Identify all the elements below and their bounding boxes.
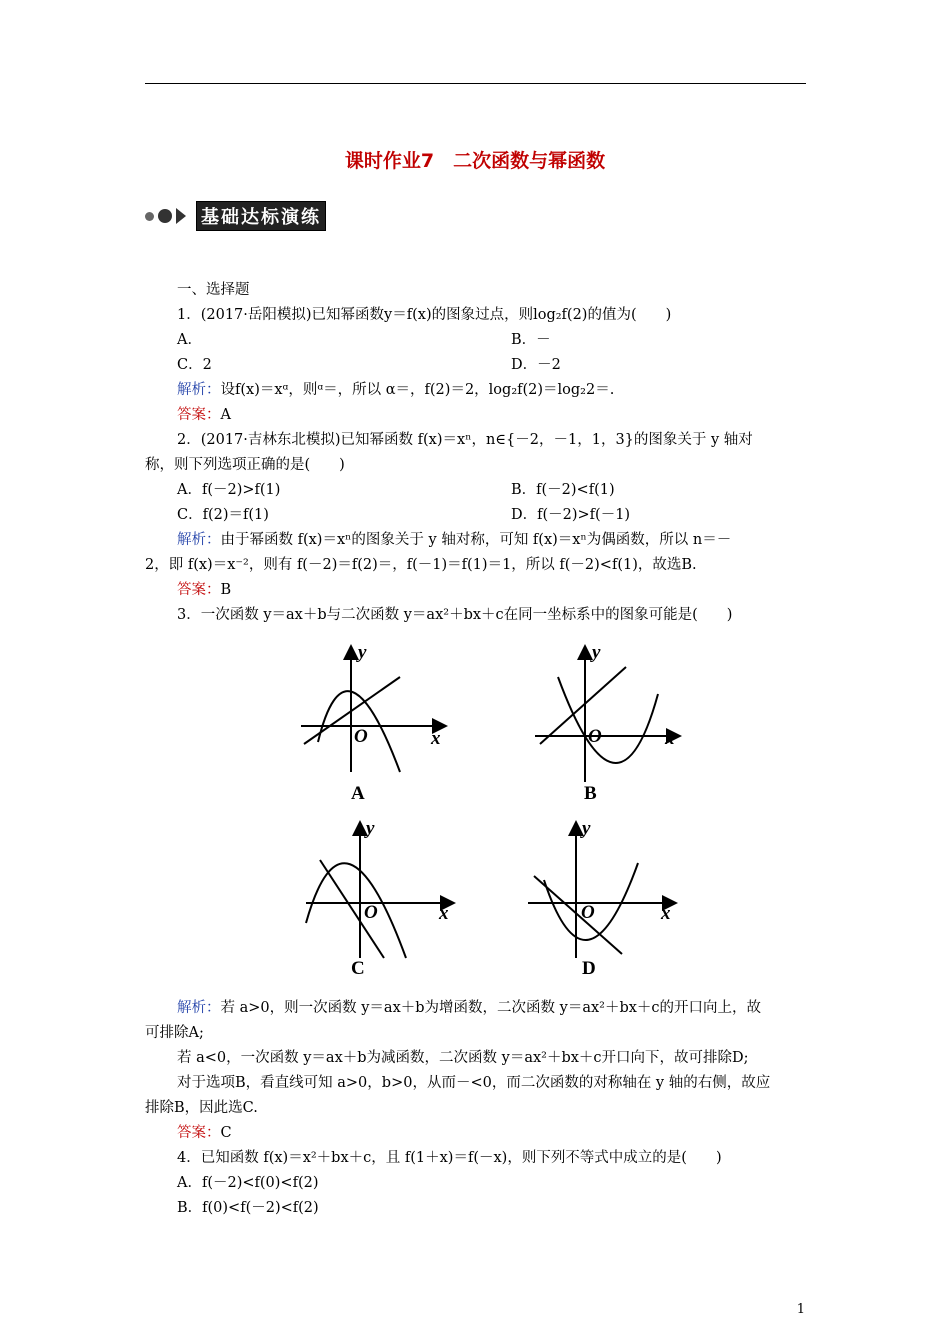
q2-stem-line1: 2．(2017·吉林东北模拟)已知幂函数 f(x)＝xⁿ，n∈{－2，－1，1，3}的图象关于 y 轴对: [177, 432, 753, 448]
q2-analysis-line2: 2，即 f(x)＝x⁻²，则有 f(－2)＝f(2)＝，f(－1)＝f(1)＝1，所以 f(－2)<f(1)，故选B.: [145, 557, 697, 573]
q2-answer-value: B: [220, 582, 232, 598]
q1-option-c: C．2: [177, 357, 212, 373]
q2-analysis-line1: [177, 530, 731, 550]
q2-analysis-label: 解析：: [177, 532, 221, 548]
header-rule: [145, 83, 806, 84]
q2-stem-line2: 称，则下列选项正确的是( ): [145, 457, 345, 473]
q4-option-a: A．f(－2)<f(0)<f(2): [177, 1175, 319, 1191]
q1-answer: [177, 405, 231, 425]
q1-option-d: D．－2: [511, 357, 561, 373]
banner-bullet-icon: [145, 208, 190, 224]
q3-analysis-line5: 排除B，因此选C.: [145, 1100, 258, 1116]
q2-option-d: D．f(－2)>f(－1): [511, 507, 631, 523]
q3-answer-label: 答案：: [177, 1125, 221, 1141]
q3-analysis-line2: 可排除A;: [145, 1025, 204, 1041]
graph-b-y-label: y: [592, 642, 601, 663]
graph-a-y-label: y: [358, 642, 367, 663]
graph-b-origin: O: [588, 726, 602, 747]
q2-option-c: C．f(2)＝f(1): [177, 507, 269, 523]
page-title: 课时作业7 二次函数与幂函数: [344, 150, 606, 172]
q3-answer: [177, 1123, 232, 1143]
graph-c-origin: O: [364, 902, 378, 923]
graph-d-x-label: x: [661, 903, 671, 924]
graph-c-caption: C: [351, 958, 365, 979]
graph-a-caption: A: [351, 783, 365, 804]
graph-d-caption: D: [582, 958, 596, 979]
q3-analysis-line4: 对于选项B，看直线可知 a>0，b>0，从而－<0，而二次函数的对称轴在 y 轴的右侧，故应: [177, 1075, 771, 1091]
graph-b: [530, 642, 720, 792]
q2-option-a: A．f(－2)>f(1): [177, 482, 281, 498]
graph-d: [526, 818, 716, 968]
banner-label: 基础达标演练: [196, 201, 326, 231]
q1-option-a: A．: [177, 332, 202, 348]
q1-answer-value: A: [220, 407, 231, 423]
graph-d-y-label: y: [582, 818, 591, 839]
graph-c-x-label: x: [439, 903, 449, 924]
graph-b-x-label: x: [665, 728, 675, 749]
q2-answer-label: 答案：: [177, 582, 221, 598]
q4-stem: 4．已知函数 f(x)＝x²＋bx＋c，且 f(1＋x)＝f(－x)，则下列不等式中成立的是( ): [177, 1150, 722, 1166]
graph-a-x-label: x: [431, 728, 441, 749]
q2-answer: [177, 580, 231, 600]
q4-option-b: B．f(0)<f(－2)<f(2): [177, 1200, 319, 1216]
q1-analysis-label: 解析：: [177, 382, 221, 398]
q3-analysis-label: 解析：: [177, 1000, 221, 1016]
graph-d-origin: O: [581, 902, 595, 923]
graph-c-y-label: y: [366, 818, 375, 839]
q1-stem: 1．(2017·岳阳模拟)已知幂函数y＝f(x)的图象过点，则log₂f(2)的值为( ): [177, 307, 672, 323]
q3-analysis-line1: [177, 998, 761, 1018]
q3-stem: 3．一次函数 y＝ax＋b与二次函数 y＝ax²＋bx＋c在同一坐标系中的图象可能是( ): [177, 607, 733, 623]
q3-analysis-text1: 若 a>0，则一次函数 y＝ax＋b为增函数，二次函数 y＝ax²＋bx＋c的开口向上，故: [220, 1000, 762, 1016]
q3-analysis-line3: 若 a<0，一次函数 y＝ax＋b为减函数，二次函数 y＝ax²＋bx＋c开口向下，故可排除D;: [177, 1050, 749, 1066]
graph-a-origin: O: [354, 726, 368, 747]
graph-c: [304, 818, 494, 968]
q3-answer-value: C: [220, 1125, 232, 1141]
q1-answer-label: 答案：: [177, 407, 221, 423]
section-banner: [145, 203, 326, 229]
q2-option-b: B．f(－2)<f(1): [511, 482, 615, 498]
q1-option-b: B．－: [511, 332, 551, 348]
graph-a: [296, 642, 486, 792]
q1-analysis: [177, 380, 614, 400]
page-number: 1: [796, 1302, 805, 1317]
graph-b-caption: B: [584, 783, 597, 804]
section-heading: 一、选择题: [177, 282, 250, 298]
q1-analysis-text: 设f(x)＝xᵅ，则ᵅ＝，所以 α＝，f(2)＝2，log₂f(2)＝log₂2＝.: [220, 382, 615, 398]
q2-analysis-text1: 由于幂函数 f(x)＝xⁿ的图象关于 y 轴对称，可知 f(x)＝xⁿ为偶函数，所以 n＝－: [220, 532, 732, 548]
